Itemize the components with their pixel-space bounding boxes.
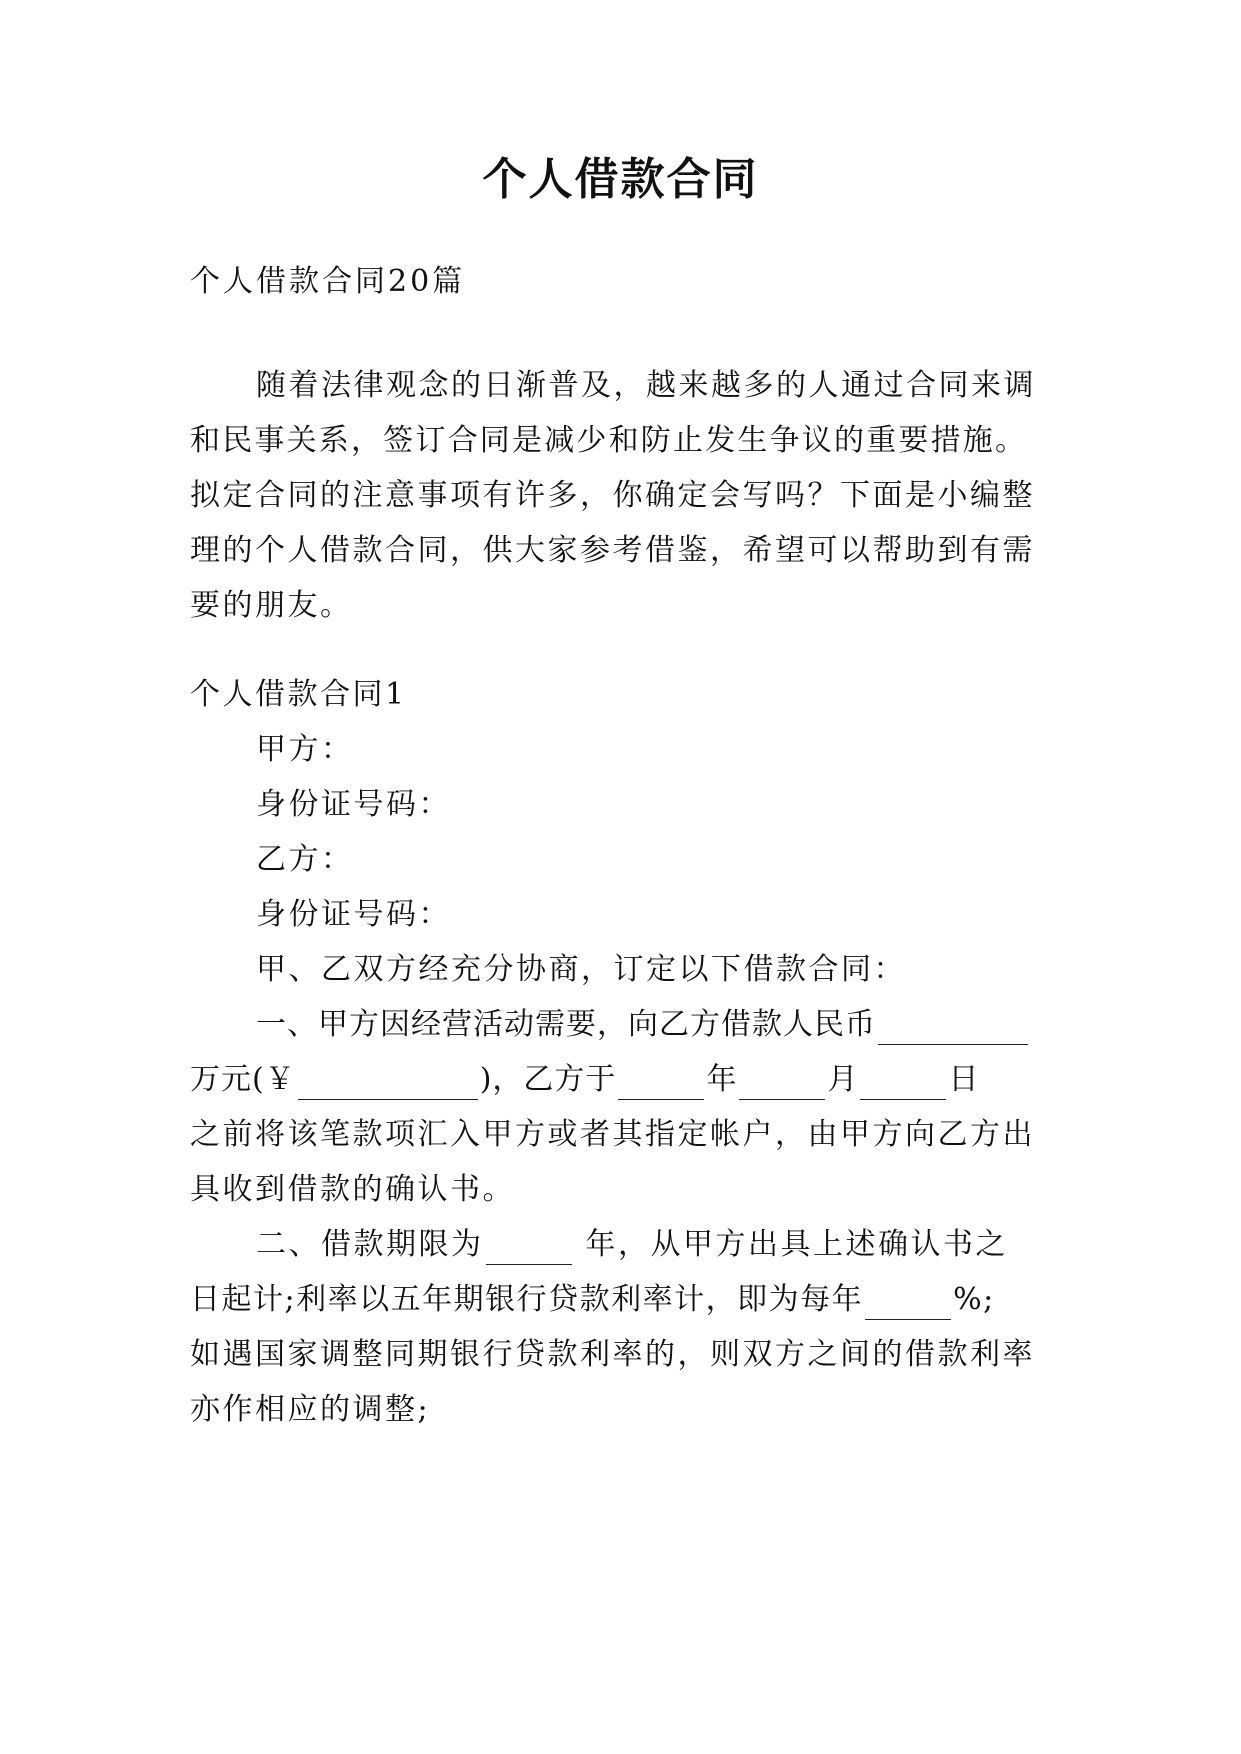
day-blank bbox=[860, 1069, 946, 1100]
clause2-line-3: 如遇国家调整同期银行贷款利率的，则双方之间的借款利率 bbox=[190, 1337, 1035, 1372]
clause2-line-1 bbox=[256, 1225, 1008, 1265]
clause2-text-2a: 日起计;利率以五年期银行贷款利率计，即为每年 bbox=[190, 1282, 864, 1317]
amount-blank bbox=[878, 1014, 1028, 1045]
clause2-line-4: 亦作相应的调整; bbox=[190, 1392, 431, 1427]
clause1-text-2c: 年 bbox=[706, 1062, 738, 1097]
amount-figure-blank bbox=[298, 1069, 478, 1100]
party-a-id-label: 身份证号码： bbox=[256, 787, 451, 822]
party-a-label: 甲方： bbox=[256, 732, 354, 767]
month-blank bbox=[739, 1069, 825, 1100]
page-title: 个人借款合同 bbox=[482, 154, 759, 205]
clause1-line-4: 具收到借款的确认书。 bbox=[190, 1172, 515, 1207]
clause2-line-2 bbox=[190, 1280, 995, 1320]
agreement-statement: 甲、乙双方经充分协商，订定以下借款合同： bbox=[256, 952, 906, 987]
intro-line-5: 要的朋友。 bbox=[190, 588, 353, 623]
clause1-line-1 bbox=[256, 1005, 1030, 1045]
document-subtitle: 个人借款合同20篇 bbox=[190, 264, 466, 299]
clause1-text-1: 一、甲方因经营活动需要，向乙方借款人民币 bbox=[256, 1007, 876, 1042]
clause1-line-2 bbox=[190, 1060, 979, 1100]
intro-line-2: 和民事关系，签订合同是减少和防止发生争议的重要措施。 bbox=[190, 423, 1028, 458]
clause2-text-2b: %; bbox=[953, 1282, 995, 1317]
clause1-text-2a: 万元(￥ bbox=[190, 1062, 296, 1097]
clause1-line-3: 之前将该笔款项汇入甲方或者其指定帐户，由甲方向乙方出 bbox=[190, 1117, 1035, 1152]
clause1-text-2e: 日 bbox=[948, 1062, 980, 1097]
party-b-id-label: 身份证号码： bbox=[256, 897, 451, 932]
intro-line-4: 理的个人借款合同，供大家参考借鉴，希望可以帮助到有需 bbox=[190, 533, 1035, 568]
clause1-text-2d: 月 bbox=[827, 1062, 859, 1097]
clause2-text-1b: 年，从甲方出具上述确认书之 bbox=[573, 1227, 1009, 1262]
clause2-text-1a: 二、借款期限为 bbox=[256, 1227, 484, 1262]
intro-line-1: 随着法律观念的日渐普及，越来越多的人通过合同来调 bbox=[256, 368, 1036, 403]
intro-line-3: 拟定合同的注意事项有许多，你确定会写吗？下面是小编整 bbox=[190, 478, 1035, 513]
year-blank bbox=[618, 1069, 704, 1100]
section-heading: 个人借款合同1 bbox=[190, 677, 407, 712]
term-years-blank bbox=[486, 1234, 572, 1265]
clause1-text-2b: )，乙方于 bbox=[479, 1062, 617, 1097]
interest-rate-blank bbox=[865, 1289, 951, 1320]
party-b-label: 乙方： bbox=[256, 842, 354, 877]
